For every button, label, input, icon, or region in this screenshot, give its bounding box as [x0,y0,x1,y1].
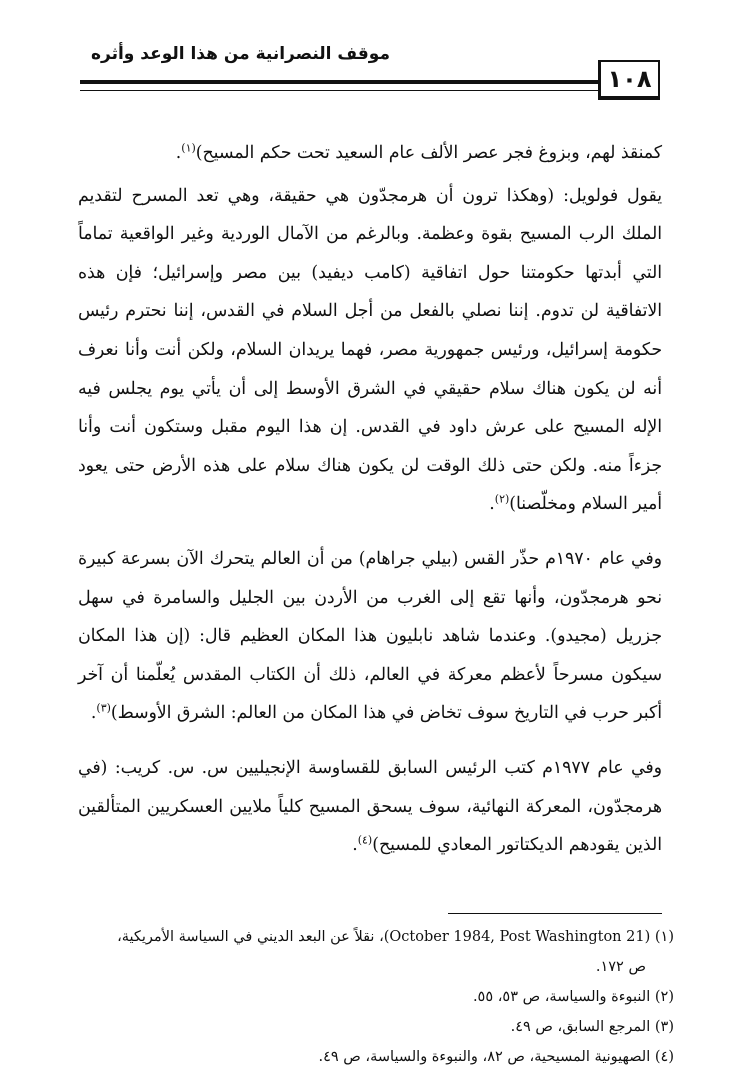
running-header-title: موقف النصرانية من هذا الوعد وأثره [90,44,390,64]
body-paragraph: كمنقذ لهم، وبزوغ فجر عصر الألف عام السعيد تحت حكم المسيح)$^{(١)}$. [175,141,662,163]
footnote-1-continuation: ص ١٧٢. [595,959,646,975]
page-number: ١٠٨ [598,60,660,100]
footnote-2 [78,982,674,1012]
footnote-marker: (٤) [654,1049,674,1065]
body-paragraph: وفي عام ١٩٧٠م حذّر القس (بيلي جراهام) من أن العالم يتحرك الآن بسرعة كبيرة نحو هرمجدّون، وأنها تقع إلى الغرب من الأردن بين الجليل والسامرة في سهل جزريل (مجيدو). وعندما شاهد نابليون هذا المكان العظيم قال: (إن هذا المكان سيكون مسرحاً لأعظم معركة في العالم، ذلك أن الكتاب المقدس يُعلّمنا أن آخر أكبر حرب في التاريخ سوف تخاض في هذا المكان من العالم: الشرق الأوسط)$^{(٣)}$. [78,548,662,724]
footnote-text: (21 October 1984, Post Washington)، نقلاً عن البعد الديني في السياسة الأمريكية، [117,929,651,945]
footnote-marker: (٢) [654,989,674,1005]
body-paragraph: يقول فولويل: (وهكذا ترون أن هرمجدّون هي حقيقة، وهي تعد المسرح لتقديم الملك الرب المسيح بقوة وعظمة. وبالرغم من الآمال الوردية وغير الواقعية تماماً التي أبدتها حكومتنا حول اتفاقية (كامب ديفيد) بين مصر وإسرائيل؛ فإن هذه الاتفاقية لن تدوم. إننا نصلي بالفعل من أجل السلام في القدس، إننا نحترم رئيس حكومة إسرائيل، ورئيس جمهورية مصر، فهما يريدان السلام، ولكن أنت وأنا نعرف أنه لن يكون هناك سلام حقيقي في الشرق الأوسط إلى أن يأتي يوم يجلس فيه الإله المسيح على عرش داود في القدس. إن هذا اليوم مقبل وستكون أنت وأنا جزءاً منه. ولكن حتى ذلك الوقت لن يكون هناك سلام على هذه الأرض حتى يعود أمير السلام ومخلّصنا)$^{(٢)}$. [78,185,662,515]
footnote-text: النبوءة والسياسة، ص ٥٣، ٥٥. [472,989,651,1005]
citation-marker: (٢) [494,492,510,506]
footnote-marker: (١) [654,929,674,945]
footnotes [78,922,674,1072]
body-text [78,134,662,865]
body-paragraph: وفي عام ١٩٧٧م كتب الرئيس السابق للقساوسة الإنجيليين س. س. كريب: (في هرمجدّون، المعركة النهائية، سوف يسحق المسيح كلياً ملايين العسكريين المتألقين الذين يقودهم الديكتاتور المعادي للمسيح)$^{(٤)}$. [78,757,662,856]
footnote-text: الصهيونية المسيحية، ص ٨٢، والنبوءة والسياسة، ص ٤٩. [318,1049,651,1065]
footnote-separator [448,913,662,914]
footnote-1 [78,922,674,952]
citation-marker: (١) [181,141,196,155]
footnote-3 [78,1012,674,1042]
citation-marker: (٣) [96,701,111,715]
footnote-marker: (٣) [654,1019,674,1035]
header-rule-thin [80,90,598,91]
footnote-4 [78,1042,674,1072]
header-rule-thick [80,80,598,84]
citation-marker: (٤) [357,833,373,847]
footnote-text: المرجع السابق، ص ٤٩. [510,1019,651,1035]
